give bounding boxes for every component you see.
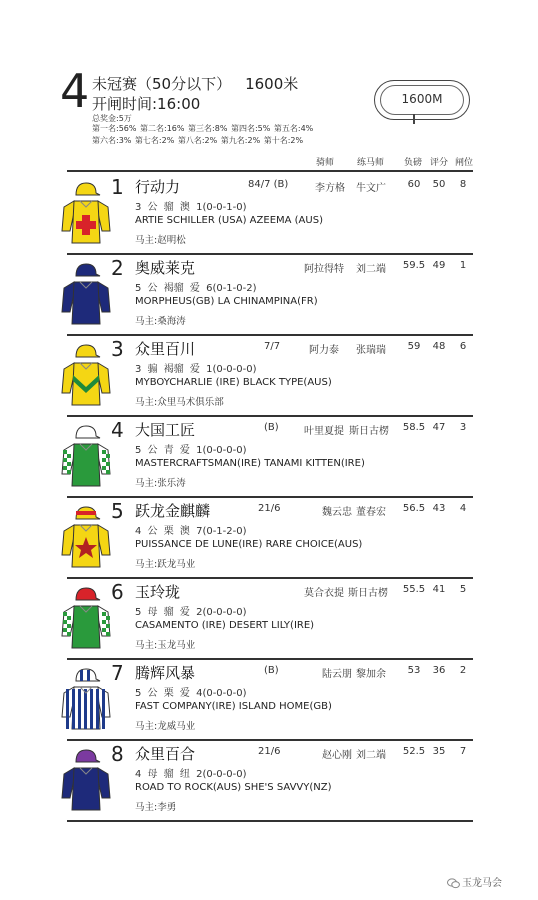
trainer-name: 斯日古楞 (349, 426, 389, 437)
runner-number: 7 (111, 661, 124, 685)
col-trainer: 练马师 (357, 158, 385, 168)
divider (67, 334, 473, 336)
jockey-silk-icon (60, 665, 112, 733)
weight: 59.5 (402, 260, 426, 271)
weight: 56.5 (402, 503, 426, 514)
horse-bio: 4 母 骝 纽 2(0-0-0-0) (135, 769, 247, 780)
runner-number: 8 (111, 742, 124, 766)
draw: 4 (459, 503, 467, 514)
horse-name: 行动力 (135, 178, 181, 196)
divider (67, 577, 473, 579)
pedigree: MORPHEUS(GB) LA CHINAMPINA(FR) (135, 296, 318, 307)
runner-number: 1 (111, 175, 124, 199)
horse-bio: 5 母 骝 爱 2(0-0-0-0) (135, 607, 247, 618)
runner-entry (60, 580, 480, 660)
runner-entry (60, 337, 480, 417)
divider (67, 170, 473, 172)
jockey-name: 魏云忠 (322, 507, 352, 518)
col-rating: 评分 (430, 158, 449, 168)
col-draw: 闸位 (455, 158, 474, 168)
divider (67, 739, 473, 741)
owner: 马主:跃龙马业 (135, 559, 196, 570)
race-title: 未冠赛（50分以下） (92, 75, 232, 93)
horse-name: 跃龙金麒麟 (135, 502, 211, 520)
rating: 41 (432, 584, 446, 595)
runner-entry (60, 256, 480, 336)
horse-name: 玉玲珑 (135, 583, 181, 601)
runner-number: 3 (111, 337, 124, 361)
runner-entry (60, 742, 480, 822)
owner: 马主:众里马术俱乐部 (135, 397, 224, 408)
rating: 43 (432, 503, 446, 514)
horse-name: 大国工匠 (135, 421, 196, 439)
pedigree: MASTERCRAFTSMAN(IRE) TANAMI KITTEN(IRE) (135, 458, 365, 469)
horse-bio: 4 公 栗 澳 7(0-1-2-0) (135, 526, 247, 537)
divider (67, 820, 473, 822)
prize-distribution-row-2: 第六名:3% 第七名:2% 第八名:2% 第九名:2% 第十名:2% (92, 136, 304, 145)
owner: 马主:张乐涛 (135, 478, 186, 489)
col-weight: 负磅 (404, 158, 423, 168)
jockey-silk-icon (60, 746, 112, 814)
owner: 马主:玉龙马业 (135, 640, 196, 651)
jockey-name: 莫合衣提 (304, 588, 344, 599)
weight: 55.5 (402, 584, 426, 595)
runner-number: 4 (111, 418, 124, 442)
pedigree: ARTIE SCHILLER (USA) AZEEMA (AUS) (135, 215, 323, 226)
draw: 6 (459, 341, 467, 352)
jockey-name: 李方格 (315, 183, 345, 194)
runner-odds: (B) (264, 665, 279, 676)
owner: 马主:龙威马业 (135, 721, 196, 732)
race-title-line (92, 73, 298, 94)
jockey-silk-icon (60, 341, 112, 409)
runner-number: 6 (111, 580, 124, 604)
start-marker (413, 114, 415, 124)
owner: 马主:桑海涛 (135, 316, 186, 327)
rating: 49 (432, 260, 446, 271)
rating: 35 (432, 746, 446, 757)
trainer-name: 黎加余 (356, 669, 386, 680)
race-number: 4 (60, 64, 90, 118)
jockey-silk-icon (60, 422, 112, 490)
pedigree: CASAMENTO (IRE) DESERT LILY(IRE) (135, 620, 315, 631)
weight: 60 (407, 179, 421, 190)
watermark (447, 874, 502, 888)
jockey-silk-icon (60, 584, 112, 652)
column-headers (0, 155, 538, 169)
col-jockey: 骑师 (316, 158, 335, 168)
horse-bio: 3 骟 褐骝 爱 1(0-0-0-0) (135, 364, 257, 375)
trainer-name: 刘二端 (356, 264, 386, 275)
track-distance-label: 1600M (401, 92, 443, 106)
weight: 59 (407, 341, 421, 352)
pedigree: ROAD TO ROCK(AUS) SHE'S SAVVY(NZ) (135, 782, 332, 793)
jockey-name: 赵心刚 (322, 750, 352, 761)
runner-odds: 84/7 (B) (248, 179, 289, 190)
horse-name: 腾辉风暴 (135, 664, 196, 682)
weight: 52.5 (402, 746, 426, 757)
horse-bio: 5 公 青 爱 1(0-0-0-0) (135, 445, 247, 456)
owner: 马主:李勇 (135, 802, 177, 813)
jockey-silk-icon (60, 503, 112, 571)
runner-number: 2 (111, 256, 124, 280)
draw: 7 (459, 746, 467, 757)
trainer-name: 刘二端 (356, 750, 386, 761)
jockey-name: 陆云朋 (322, 669, 352, 680)
runner-entry (60, 661, 480, 741)
rating: 48 (432, 341, 446, 352)
divider (67, 496, 473, 498)
jockey-name: 阿拉得特 (304, 264, 344, 275)
owner: 马主:赵明松 (135, 235, 186, 246)
prize-distribution-row-1: 第一名:56% 第二名:16% 第三名:8% 第四名:5% 第五名:4% (92, 124, 314, 133)
runner-odds: 7/7 (264, 341, 281, 352)
runner-entry (60, 175, 480, 255)
horse-bio: 3 公 骝 澳 1(0-0-1-0) (135, 202, 247, 213)
divider (67, 415, 473, 417)
jockey-name: 阿力泰 (309, 345, 339, 356)
trainer-name: 斯日古楞 (348, 588, 388, 599)
pedigree: PUISSANCE DE LUNE(IRE) RARE CHOICE(AUS) (135, 539, 363, 550)
horse-name: 众里百合 (135, 745, 196, 763)
runner-odds: 21/6 (258, 746, 281, 757)
watermark-text: 玉龙马会 (462, 878, 502, 889)
runner-odds: 21/6 (258, 503, 281, 514)
trainer-name: 董春宏 (356, 507, 386, 518)
jockey-name: 叶里夏提 (304, 426, 344, 437)
runner-entry (60, 418, 480, 498)
horse-bio: 5 公 栗 爱 4(0-0-0-0) (135, 688, 247, 699)
horse-name: 众里百川 (135, 340, 196, 358)
weight: 58.5 (402, 422, 426, 433)
race-distance: 1600米 (245, 75, 299, 93)
draw: 2 (459, 665, 467, 676)
total-prize: 总奖金:5万 (92, 114, 132, 123)
draw: 1 (459, 260, 467, 271)
draw: 8 (459, 179, 467, 190)
jockey-silk-icon (60, 179, 112, 247)
draw: 3 (459, 422, 467, 433)
runner-number: 5 (111, 499, 124, 523)
rating: 36 (432, 665, 446, 676)
pedigree: FAST COMPANY(IRE) ISLAND HOME(GB) (135, 701, 332, 712)
trainer-name: 牛文广 (356, 183, 386, 194)
wechat-icon (447, 878, 460, 889)
runner-entry (60, 499, 480, 579)
rating: 50 (432, 179, 446, 190)
jockey-silk-icon (60, 260, 112, 328)
runner-odds: (B) (264, 422, 279, 433)
divider (67, 253, 473, 255)
trainer-name: 张瑞瑞 (356, 345, 386, 356)
divider (67, 658, 473, 660)
pedigree: MYBOYCHARLIE (IRE) BLACK TYPE(AUS) (135, 377, 332, 388)
draw: 5 (459, 584, 467, 595)
horse-bio: 5 公 褐骝 爱 6(0-1-0-2) (135, 283, 257, 294)
track-diagram (374, 76, 470, 124)
horse-name: 奥威莱克 (135, 259, 196, 277)
weight: 53 (407, 665, 421, 676)
rating: 47 (432, 422, 446, 433)
post-time: 开闸时间:16:00 (92, 95, 201, 113)
